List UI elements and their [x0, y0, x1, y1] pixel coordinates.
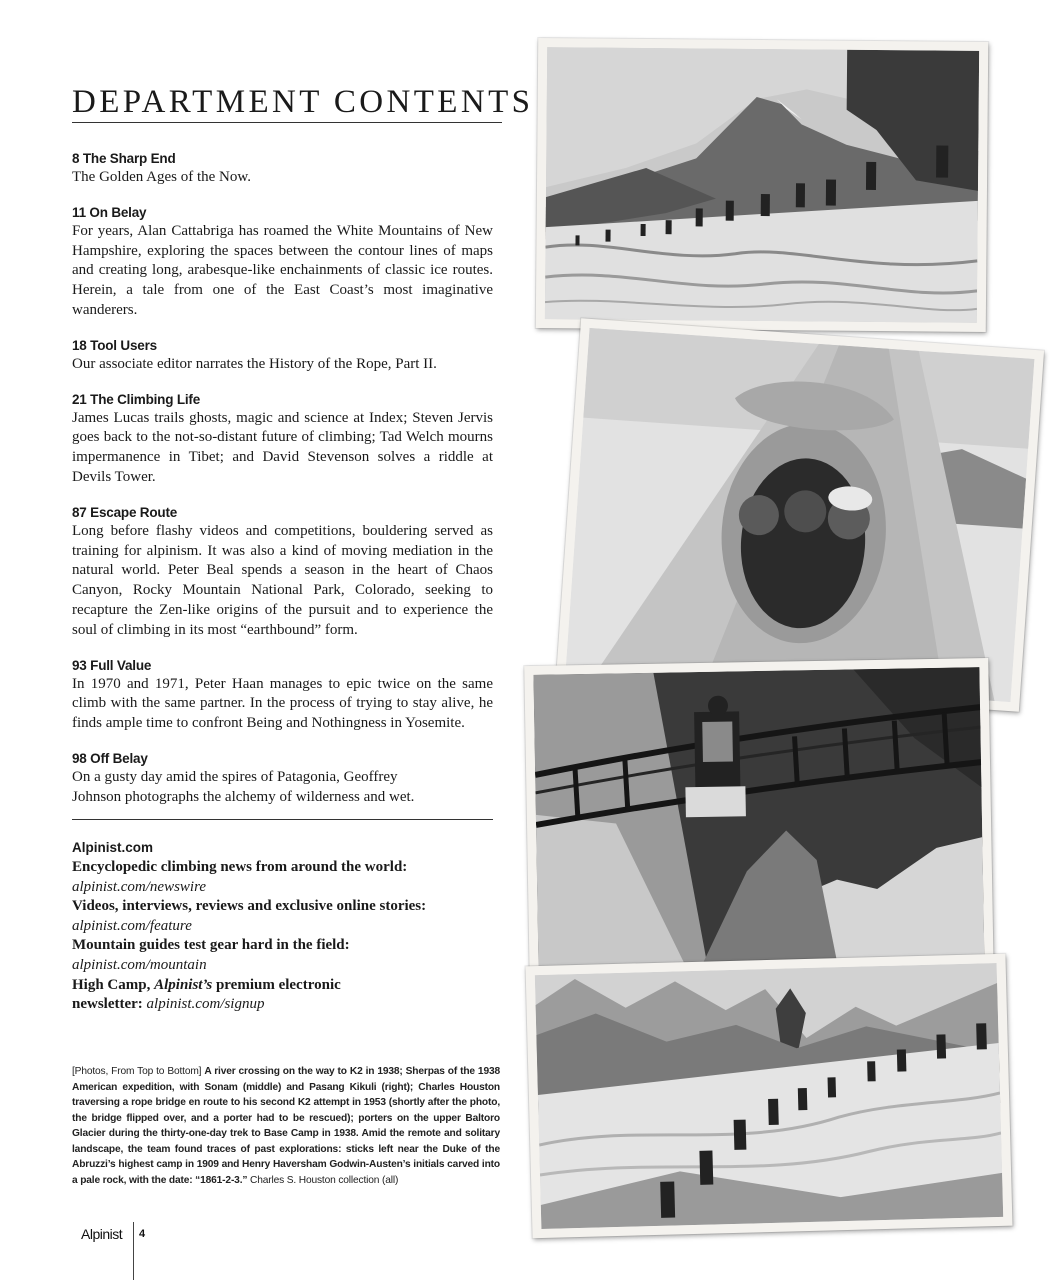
- entry-description: James Lucas trails ghosts, magic and science at Index; Steven Jervis goes back to the not-so-distant future of climbing; Tad Welch mourns impermanence in Tibet; and David Stevenson solves a riddle at Devils Tower.: [72, 409, 493, 485]
- online-link[interactable]: alpinist.com/feature: [72, 917, 192, 934]
- entry-heading: 21 The Climbing Life: [72, 391, 201, 407]
- sherpas-tent-image: [566, 328, 1035, 702]
- photo-baltoro-glacier: [526, 954, 1013, 1238]
- online-description: Videos, interviews, reviews and exclusive online stories:: [72, 898, 427, 915]
- entry-description: In 1970 and 1971, Peter Haan manages to epic twice on the same climb with the same partner. In the process of trying to stay alive, he finds ample time to confront Being and Nothingness in Yosemite.: [72, 675, 493, 732]
- footer-brand: Alpinist: [81, 1226, 123, 1242]
- caption-credit: Charles S. Houston collection (all): [247, 1174, 399, 1186]
- entry-heading: 8 The Sharp End: [72, 151, 176, 166]
- online-section: [72, 838, 512, 1015]
- entry-heading: 98 Off Belay: [72, 750, 148, 766]
- online-link[interactable]: alpinist.com/mountain: [72, 956, 207, 973]
- entry-description-line: On a gusty day amid the spires of Patagonia, Geoffrey: [72, 768, 398, 785]
- title-rule: [72, 122, 502, 123]
- online-description: Encyclopedic climbing news from around the world:: [72, 859, 408, 875]
- section-rule: [72, 819, 493, 820]
- entry-heading: 87 Escape Route: [72, 504, 178, 520]
- footer-rule: [133, 1222, 134, 1280]
- entry-description: For years, Alan Cattabriga has roamed the White Mountains of New Hampshire, exploring the spaces between the contour lines of maps and creating long, arabesque-like enchainments of classic ice routes. Herein, a tale from one of the East Coast’s most imaginative wanderers.: [72, 222, 493, 318]
- photo-sherpas-tent: [556, 318, 1044, 711]
- online-text: premium electronic: [212, 976, 341, 993]
- contents-entry: [72, 391, 493, 488]
- rope-bridge-image: [533, 667, 984, 975]
- online-description: Mountain guides test gear hard in the field:: [72, 937, 350, 954]
- entry-description: Our associate editor narrates the History of the Rope, Part II.: [72, 355, 437, 372]
- caption-body: A river crossing on the way to K2 in 1938; Sherpas of the 1938 American expedition, with Sonam (middle) and Pasang Kikuli (right); Charles Houston traversing a rope bridge en route to his second K2 attempt in 1953 (shortly after the photo, the bridge flipped over, and a porter had to be rescued); porters on the upper Baltoro Glacier during the thirty-one-day trek to Base Camp in 1938. Amid the remote and solitary landscape, the team found traces of past explorations: sticks left near the Duke of the Abruzzi’s highest camp in 1909 and Henry Haversham Godwin-Austen’s initials carved into a pale rock, with the date: “1861-2-3.”: [72, 1066, 500, 1186]
- online-description: [72, 976, 512, 996]
- photo-river-crossing: [536, 38, 989, 332]
- contents-entry: [72, 204, 493, 321]
- entry-heading: 93 Full Value: [72, 657, 152, 673]
- entry-description-line: Johnson photographs the alchemy of wilderness and wet.: [72, 788, 415, 805]
- baltoro-glacier-image: [535, 963, 1003, 1229]
- entry-description: The Golden Ages of the Now.: [72, 169, 251, 185]
- page-title: DEPARTMENT CONTENTS: [72, 84, 534, 120]
- caption-lead: [Photos, From Top to Bottom]: [72, 1066, 205, 1077]
- online-link[interactable]: alpinist.com/newswire: [72, 878, 207, 895]
- online-link[interactable]: alpinist.com/signup: [146, 996, 265, 1013]
- contents-entry: [72, 657, 493, 734]
- online-text: High Camp,: [72, 976, 155, 993]
- contents-list: [72, 150, 493, 824]
- magazine-name: Alpinist’s: [154, 976, 213, 993]
- entry-heading: 11 On Belay: [72, 204, 147, 220]
- contents-entry: [72, 750, 493, 808]
- online-text: newsletter:: [72, 996, 147, 1013]
- entry-description: Long before flashy videos and competitions, bouldering served as training for alpinism. It was also a kind of moving mediation in the natural world. Peter Beal spends a season in the heart of Chaos Canyon, Rocky Mountain National Park, Colorado, seeking to recapture the Zen-like origins of the pursuit and to experience the soul of climbing in its most “earthbound” form.: [72, 522, 493, 638]
- photo-rope-bridge: [524, 658, 993, 984]
- online-description: [72, 995, 512, 1015]
- entry-heading: 18 Tool Users: [72, 337, 157, 353]
- river-crossing-image: [545, 47, 979, 323]
- photo-caption: [72, 1064, 500, 1188]
- contents-entry: [72, 150, 493, 188]
- online-heading: Alpinist.com: [72, 840, 154, 855]
- contents-entry: [72, 337, 493, 375]
- page-number: 4: [139, 1228, 146, 1240]
- contents-entry: [72, 504, 493, 641]
